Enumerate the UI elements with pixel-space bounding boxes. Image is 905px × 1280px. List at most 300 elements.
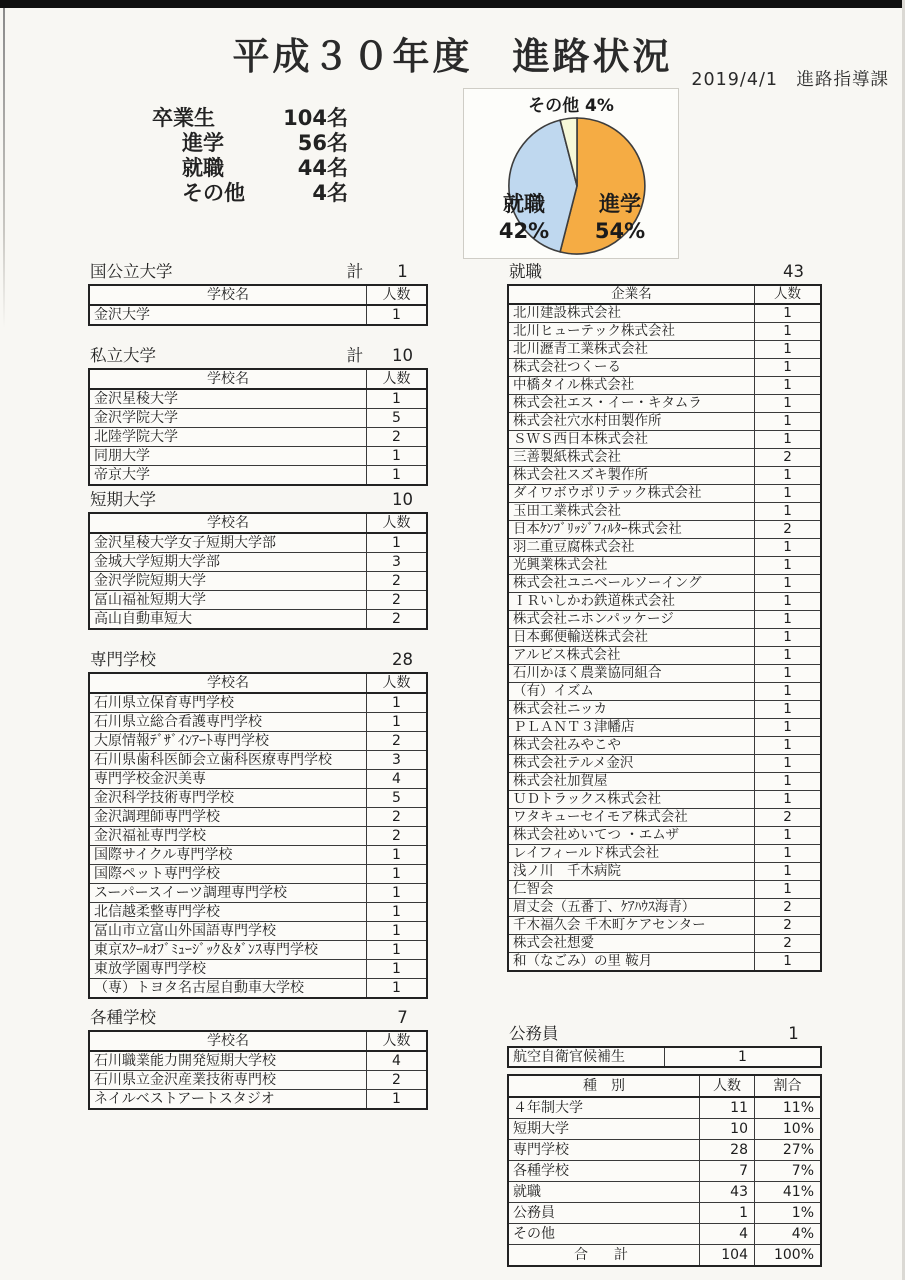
table-cell: 株式会社ニッカ bbox=[508, 701, 755, 719]
table-block-category-summary bbox=[507, 1074, 822, 1267]
table-cell: 1 bbox=[665, 1047, 822, 1067]
table-cell: 同朋大学 bbox=[89, 447, 367, 466]
table-cell: 1 bbox=[755, 791, 822, 809]
table-row bbox=[508, 395, 821, 413]
national-university-table bbox=[88, 284, 428, 326]
table-row bbox=[89, 865, 427, 884]
total-value: 10 bbox=[392, 490, 413, 509]
table-cell: 公務員 bbox=[508, 1203, 700, 1224]
table-cell: 株式会社加賀屋 bbox=[508, 773, 755, 791]
table-cell: 11 bbox=[700, 1097, 755, 1119]
table-cell: 1 bbox=[755, 863, 822, 881]
table-row bbox=[508, 683, 821, 701]
table-row bbox=[508, 449, 821, 467]
table-cell: 石川県歯科医師会立歯科医療専門学校 bbox=[89, 751, 367, 770]
table-cell: 就職 bbox=[508, 1182, 700, 1203]
column-header: 人数 bbox=[367, 673, 428, 693]
table-cell: 短期大学 bbox=[508, 1119, 700, 1140]
table-cell: 4 bbox=[367, 1051, 428, 1071]
table-row bbox=[508, 323, 821, 341]
table-cell: 1 bbox=[755, 683, 822, 701]
table-cell: 1 bbox=[755, 413, 822, 431]
table-cell: 株式会社想愛 bbox=[508, 935, 755, 953]
table-row bbox=[89, 533, 427, 553]
table-row bbox=[89, 903, 427, 922]
table-cell: 2 bbox=[755, 521, 822, 539]
table-cell: 1 bbox=[755, 377, 822, 395]
table-cell: 1 bbox=[755, 467, 822, 485]
table-row bbox=[89, 941, 427, 960]
scan-edge-top bbox=[0, 0, 905, 8]
table-row bbox=[508, 521, 821, 539]
table-cell: 104 bbox=[700, 1245, 755, 1267]
table-cell: 1 bbox=[367, 960, 428, 979]
table-header-row bbox=[508, 1075, 821, 1097]
table-cell: 株式会社エス・イー・キタムラ bbox=[508, 395, 755, 413]
table-cell: 仁智会 bbox=[508, 881, 755, 899]
data-table bbox=[507, 1046, 822, 1068]
table-title: 私立大学 bbox=[90, 346, 156, 365]
table-cell: 1 bbox=[755, 304, 822, 323]
table-title-row bbox=[507, 1024, 822, 1046]
table-cell: 北川瀝青工業株式会社 bbox=[508, 341, 755, 359]
table-row bbox=[89, 884, 427, 903]
table-cell: 1 bbox=[367, 979, 428, 999]
summary-row-graduates bbox=[152, 106, 348, 131]
table-row bbox=[89, 808, 427, 827]
table-cell: 冨山市立富山外国語専門学校 bbox=[89, 922, 367, 941]
table-row bbox=[508, 1119, 821, 1140]
summary-row-university bbox=[152, 131, 348, 156]
table-cell: 1 bbox=[367, 466, 428, 486]
table-cell: 1% bbox=[755, 1203, 822, 1224]
table-cell: 光興業株式会社 bbox=[508, 557, 755, 575]
table-cell: 石川かほく農業協同組合 bbox=[508, 665, 755, 683]
table-cell: 1 bbox=[755, 665, 822, 683]
column-header: 人数 bbox=[700, 1075, 755, 1097]
private-university-table bbox=[88, 368, 428, 486]
table-cell: 1 bbox=[755, 881, 822, 899]
table-row bbox=[508, 593, 821, 611]
table-cell: 株式会社テルメ金沢 bbox=[508, 755, 755, 773]
table-cell: 1 bbox=[367, 941, 428, 960]
table-cell: 株式会社つくーる bbox=[508, 359, 755, 377]
table-cell: 1 bbox=[367, 447, 428, 466]
table-row bbox=[508, 647, 821, 665]
misc-school-table bbox=[88, 1030, 428, 1110]
table-title-row bbox=[88, 346, 428, 368]
table-cell: 2 bbox=[755, 917, 822, 935]
pie-label-university bbox=[582, 191, 658, 245]
table-cell: 2 bbox=[367, 808, 428, 827]
table-block-vocational-school bbox=[88, 650, 428, 999]
table-cell: 北信越柔整専門学校 bbox=[89, 903, 367, 922]
table-footer-row bbox=[508, 1245, 821, 1267]
table-cell: ＰＬＡＮＴ３津幡店 bbox=[508, 719, 755, 737]
total-value: 10 bbox=[392, 346, 413, 365]
table-cell: （専）トヨタ名古屋自動車大学校 bbox=[89, 979, 367, 999]
pie-label-other: その他 4% bbox=[528, 96, 614, 116]
table-cell: 1 bbox=[755, 719, 822, 737]
table-cell: 三善製紙株式会社 bbox=[508, 449, 755, 467]
table-cell: 高山自動車短大 bbox=[89, 610, 367, 630]
table-title-row bbox=[507, 262, 822, 284]
table-cell: 2 bbox=[367, 428, 428, 447]
table-block-civil-service bbox=[507, 1024, 822, 1068]
civil-service-table bbox=[507, 1046, 822, 1068]
table-cell: ＳＷＳ西日本株式会社 bbox=[508, 431, 755, 449]
pie-slice-label: 就職 bbox=[503, 192, 545, 216]
table-cell: ワタキューセイモア株式会社 bbox=[508, 809, 755, 827]
table-cell: 東京ｽｸｰﾙｵﾌﾞﾐｭｰｼﾞｯｸ＆ﾀﾞﾝｽ専門学校 bbox=[89, 941, 367, 960]
table-row bbox=[508, 341, 821, 359]
table-cell: 金城大学短期大学部 bbox=[89, 553, 367, 572]
table-row bbox=[89, 693, 427, 713]
column-header: 学校名 bbox=[89, 1031, 367, 1051]
table-row bbox=[89, 751, 427, 770]
table-row bbox=[89, 610, 427, 630]
summary-label: 進学 bbox=[182, 131, 224, 155]
table-row bbox=[89, 305, 427, 325]
table-row bbox=[508, 953, 821, 972]
table-cell: 1 bbox=[755, 611, 822, 629]
table-cell: 10 bbox=[700, 1119, 755, 1140]
table-cell: 1 bbox=[755, 485, 822, 503]
table-row bbox=[508, 737, 821, 755]
table-row bbox=[508, 503, 821, 521]
table-cell: レイフィールド株式会社 bbox=[508, 845, 755, 863]
table-cell: 北川ヒューテック株式会社 bbox=[508, 323, 755, 341]
total-value: 1 bbox=[788, 1024, 799, 1043]
table-cell: 日本郵便輸送株式会社 bbox=[508, 629, 755, 647]
column-header: 人数 bbox=[755, 285, 822, 304]
table-cell: 1 bbox=[367, 846, 428, 865]
table-cell: 石川職業能力開発短期大学校 bbox=[89, 1051, 367, 1071]
table-cell: 2 bbox=[367, 572, 428, 591]
table-row bbox=[508, 845, 821, 863]
column-header: 学校名 bbox=[89, 369, 367, 389]
table-cell: 5 bbox=[367, 409, 428, 428]
table-cell: 1 bbox=[700, 1203, 755, 1224]
table-cell: 3 bbox=[367, 553, 428, 572]
pie-slice-percent: 54% bbox=[594, 219, 646, 243]
table-cell: 27% bbox=[755, 1140, 822, 1161]
table-cell: 43 bbox=[700, 1182, 755, 1203]
summary-row-other bbox=[152, 181, 348, 206]
table-cell: 1 bbox=[755, 827, 822, 845]
table-block-private-university bbox=[88, 346, 428, 486]
pie-chart-panel bbox=[463, 88, 679, 259]
table-row bbox=[508, 917, 821, 935]
table-header-row bbox=[89, 1031, 427, 1051]
table-cell: 1 bbox=[755, 395, 822, 413]
data-table bbox=[88, 672, 428, 999]
table-cell: 中橋タイル株式会社 bbox=[508, 377, 755, 395]
table-cell: 金沢科学技術専門学校 bbox=[89, 789, 367, 808]
table-title-row bbox=[88, 650, 428, 672]
data-table bbox=[507, 1074, 822, 1267]
table-cell: 1 bbox=[367, 389, 428, 409]
table-cell: 専門学校金沢美専 bbox=[89, 770, 367, 789]
graduate-summary bbox=[152, 106, 348, 206]
table-row bbox=[508, 629, 821, 647]
table-cell: ４年制大学 bbox=[508, 1097, 700, 1119]
table-row bbox=[508, 1097, 821, 1119]
table-cell: 株式会社ニホンパッケージ bbox=[508, 611, 755, 629]
table-row bbox=[508, 773, 821, 791]
table-cell: 2 bbox=[367, 591, 428, 610]
table-row bbox=[508, 1047, 821, 1067]
table-row bbox=[89, 827, 427, 846]
table-cell: 石川県立金沢産業技術専門校 bbox=[89, 1071, 367, 1090]
table-cell: 1 bbox=[367, 884, 428, 903]
table-cell: 100% bbox=[755, 1245, 822, 1267]
table-cell: 株式会社スズキ製作所 bbox=[508, 467, 755, 485]
table-row bbox=[89, 732, 427, 751]
table-row bbox=[89, 553, 427, 572]
table-cell: 株式会社みやこや bbox=[508, 737, 755, 755]
table-row bbox=[508, 881, 821, 899]
table-row bbox=[89, 846, 427, 865]
data-table bbox=[88, 284, 428, 326]
table-row bbox=[508, 377, 821, 395]
employment-table bbox=[507, 284, 822, 972]
table-row bbox=[508, 539, 821, 557]
table-row bbox=[508, 1224, 821, 1245]
table-row bbox=[508, 1161, 821, 1182]
table-title: 短期大学 bbox=[90, 490, 156, 509]
table-cell: 2 bbox=[367, 732, 428, 751]
table-row bbox=[89, 591, 427, 610]
table-row bbox=[89, 960, 427, 979]
table-cell: 専門学校 bbox=[508, 1140, 700, 1161]
table-cell: 2 bbox=[755, 809, 822, 827]
table-cell: 7% bbox=[755, 1161, 822, 1182]
table-cell: 金沢大学 bbox=[89, 305, 367, 325]
table-cell: 石川県立総合看護専門学校 bbox=[89, 713, 367, 732]
table-cell: 1 bbox=[755, 629, 822, 647]
table-title: 就職 bbox=[509, 262, 542, 281]
table-cell: 日本ｹﾝﾌﾞﾘｯｼﾞﾌｨﾙﾀｰ株式会社 bbox=[508, 521, 755, 539]
column-header: 学校名 bbox=[89, 513, 367, 533]
table-cell: アルビス株式会社 bbox=[508, 647, 755, 665]
table-row bbox=[89, 572, 427, 591]
table-cell: 金沢星稜大学 bbox=[89, 389, 367, 409]
table-block-national-university bbox=[88, 262, 428, 326]
column-header: 種 別 bbox=[508, 1075, 700, 1097]
table-cell: 玉田工業株式会社 bbox=[508, 503, 755, 521]
table-cell: 東放学園専門学校 bbox=[89, 960, 367, 979]
table-cell: 5 bbox=[367, 789, 428, 808]
summary-label: 卒業生 bbox=[152, 106, 215, 130]
table-row bbox=[508, 431, 821, 449]
table-cell: 1 bbox=[755, 773, 822, 791]
table-cell: 1 bbox=[367, 693, 428, 713]
table-cell: 2 bbox=[367, 827, 428, 846]
table-title-row bbox=[88, 1008, 428, 1030]
table-row bbox=[89, 409, 427, 428]
table-cell: 金沢調理師専門学校 bbox=[89, 808, 367, 827]
summary-label: 就職 bbox=[182, 156, 224, 180]
table-header-row bbox=[89, 369, 427, 389]
total-label: 計 bbox=[346, 346, 364, 365]
table-cell: 1 bbox=[755, 557, 822, 575]
table-cell: 1 bbox=[755, 359, 822, 377]
table-row bbox=[508, 935, 821, 953]
vocational-school-table bbox=[88, 672, 428, 999]
junior-college-table bbox=[88, 512, 428, 630]
table-row bbox=[89, 713, 427, 732]
table-row bbox=[508, 899, 821, 917]
table-row bbox=[508, 1182, 821, 1203]
table-row bbox=[89, 789, 427, 808]
table-cell: 1 bbox=[755, 737, 822, 755]
data-table bbox=[88, 368, 428, 486]
table-cell: 1 bbox=[367, 713, 428, 732]
table-row bbox=[508, 809, 821, 827]
table-cell: ＵＤトラックス株式会社 bbox=[508, 791, 755, 809]
table-cell: 北川建設株式会社 bbox=[508, 304, 755, 323]
table-cell: 1 bbox=[367, 903, 428, 922]
table-cell: 4% bbox=[755, 1224, 822, 1245]
summary-value: 44名 bbox=[297, 156, 348, 180]
table-title-row bbox=[88, 262, 428, 284]
table-cell: 株式会社ユニベールソーイング bbox=[508, 575, 755, 593]
pie-slice-percent: 42% bbox=[498, 219, 550, 243]
table-row bbox=[508, 611, 821, 629]
table-cell: 1 bbox=[755, 575, 822, 593]
table-cell: 1 bbox=[755, 701, 822, 719]
table-cell: 1 bbox=[755, 593, 822, 611]
table-cell: 浅ノ川 千木病院 bbox=[508, 863, 755, 881]
table-cell: 金沢学院大学 bbox=[89, 409, 367, 428]
table-cell: 航空自衛官候補生 bbox=[508, 1047, 665, 1067]
table-row bbox=[508, 485, 821, 503]
summary-value: 104名 bbox=[283, 106, 348, 130]
table-cell: 1 bbox=[367, 533, 428, 553]
column-header: 人数 bbox=[367, 1031, 428, 1051]
column-header: 人数 bbox=[367, 513, 428, 533]
table-cell: 1 bbox=[755, 431, 822, 449]
table-row bbox=[89, 466, 427, 486]
table-cell: 1 bbox=[755, 503, 822, 521]
table-cell: 和（なごみ）の里 鞍月 bbox=[508, 953, 755, 972]
table-cell: 2 bbox=[367, 1071, 428, 1090]
table-row bbox=[508, 304, 821, 323]
table-cell: 7 bbox=[700, 1161, 755, 1182]
table-cell: その他 bbox=[508, 1224, 700, 1245]
table-cell: 金沢星稜大学女子短期大学部 bbox=[89, 533, 367, 553]
column-header: 割合 bbox=[755, 1075, 822, 1097]
table-row bbox=[508, 359, 821, 377]
table-row bbox=[508, 1140, 821, 1161]
table-cell: 金沢福祉専門学校 bbox=[89, 827, 367, 846]
table-title: 公務員 bbox=[509, 1024, 559, 1043]
table-row bbox=[508, 719, 821, 737]
table-block-employment bbox=[507, 262, 822, 972]
table-header-row bbox=[89, 285, 427, 305]
table-row bbox=[508, 755, 821, 773]
table-row bbox=[89, 1051, 427, 1071]
table-cell: 41% bbox=[755, 1182, 822, 1203]
page-title: 平成３０年度 進路状況 bbox=[232, 35, 673, 78]
table-cell: 羽二重豆腐株式会社 bbox=[508, 539, 755, 557]
table-cell: 1 bbox=[367, 922, 428, 941]
table-cell: 3 bbox=[367, 751, 428, 770]
table-title: 専門学校 bbox=[90, 650, 156, 669]
table-row bbox=[89, 1071, 427, 1090]
table-header-row bbox=[508, 285, 821, 304]
column-header: 人数 bbox=[367, 369, 428, 389]
pie-label-employment bbox=[486, 191, 562, 245]
table-cell: 国際ペット専門学校 bbox=[89, 865, 367, 884]
table-row bbox=[508, 791, 821, 809]
total-value: 1 bbox=[397, 262, 408, 281]
table-row bbox=[508, 467, 821, 485]
data-table bbox=[88, 512, 428, 630]
table-row bbox=[89, 428, 427, 447]
table-cell: 4 bbox=[700, 1224, 755, 1245]
total-value: 28 bbox=[392, 650, 413, 669]
table-row bbox=[89, 1090, 427, 1110]
table-cell: 1 bbox=[755, 341, 822, 359]
table-cell: 2 bbox=[367, 610, 428, 630]
table-cell: ダイワボウポリテック株式会社 bbox=[508, 485, 755, 503]
table-cell: 千木福久会 千木町ケアセンター bbox=[508, 917, 755, 935]
table-row bbox=[89, 922, 427, 941]
table-cell: 金沢学院短期大学 bbox=[89, 572, 367, 591]
table-cell: 1 bbox=[367, 305, 428, 325]
total-value: 43 bbox=[783, 262, 804, 281]
table-cell: 1 bbox=[755, 755, 822, 773]
pie-slice-label: 進学 bbox=[599, 192, 641, 216]
table-cell: 28 bbox=[700, 1140, 755, 1161]
table-cell: 4 bbox=[367, 770, 428, 789]
table-row bbox=[508, 557, 821, 575]
summary-value: 4名 bbox=[312, 181, 348, 205]
table-header-row bbox=[89, 513, 427, 533]
table-cell: 1 bbox=[755, 953, 822, 972]
table-cell: 国際サイクル専門学校 bbox=[89, 846, 367, 865]
table-block-misc-school bbox=[88, 1008, 428, 1110]
table-cell: 1 bbox=[367, 1090, 428, 1110]
table-cell: 大原情報ﾃﾞｻﾞｲﾝｱｰﾄ専門学校 bbox=[89, 732, 367, 751]
table-cell: スーパースイーツ調理専門学校 bbox=[89, 884, 367, 903]
table-cell: 冨山福祉短期大学 bbox=[89, 591, 367, 610]
table-cell: 2 bbox=[755, 449, 822, 467]
table-row bbox=[508, 665, 821, 683]
date-and-department: 2019/4/1 進路指導課 bbox=[691, 70, 889, 90]
table-cell: 北陸学院大学 bbox=[89, 428, 367, 447]
table-cell: 合 計 bbox=[508, 1245, 700, 1267]
category-summary-table bbox=[507, 1074, 822, 1267]
table-cell: 1 bbox=[755, 323, 822, 341]
table-cell: 1 bbox=[755, 647, 822, 665]
table-cell: ＩＲいしかわ鉄道株式会社 bbox=[508, 593, 755, 611]
table-cell: 2 bbox=[755, 899, 822, 917]
table-cell: 1 bbox=[367, 865, 428, 884]
summary-value: 56名 bbox=[297, 131, 348, 155]
table-row bbox=[508, 575, 821, 593]
total-label: 計 bbox=[346, 262, 364, 281]
summary-row-employment bbox=[152, 156, 348, 181]
table-cell: 各種学校 bbox=[508, 1161, 700, 1182]
table-cell: 株式会社穴水村田製作所 bbox=[508, 413, 755, 431]
table-row bbox=[508, 863, 821, 881]
table-block-junior-college bbox=[88, 490, 428, 630]
table-row bbox=[89, 447, 427, 466]
total-value: 7 bbox=[397, 1008, 408, 1027]
